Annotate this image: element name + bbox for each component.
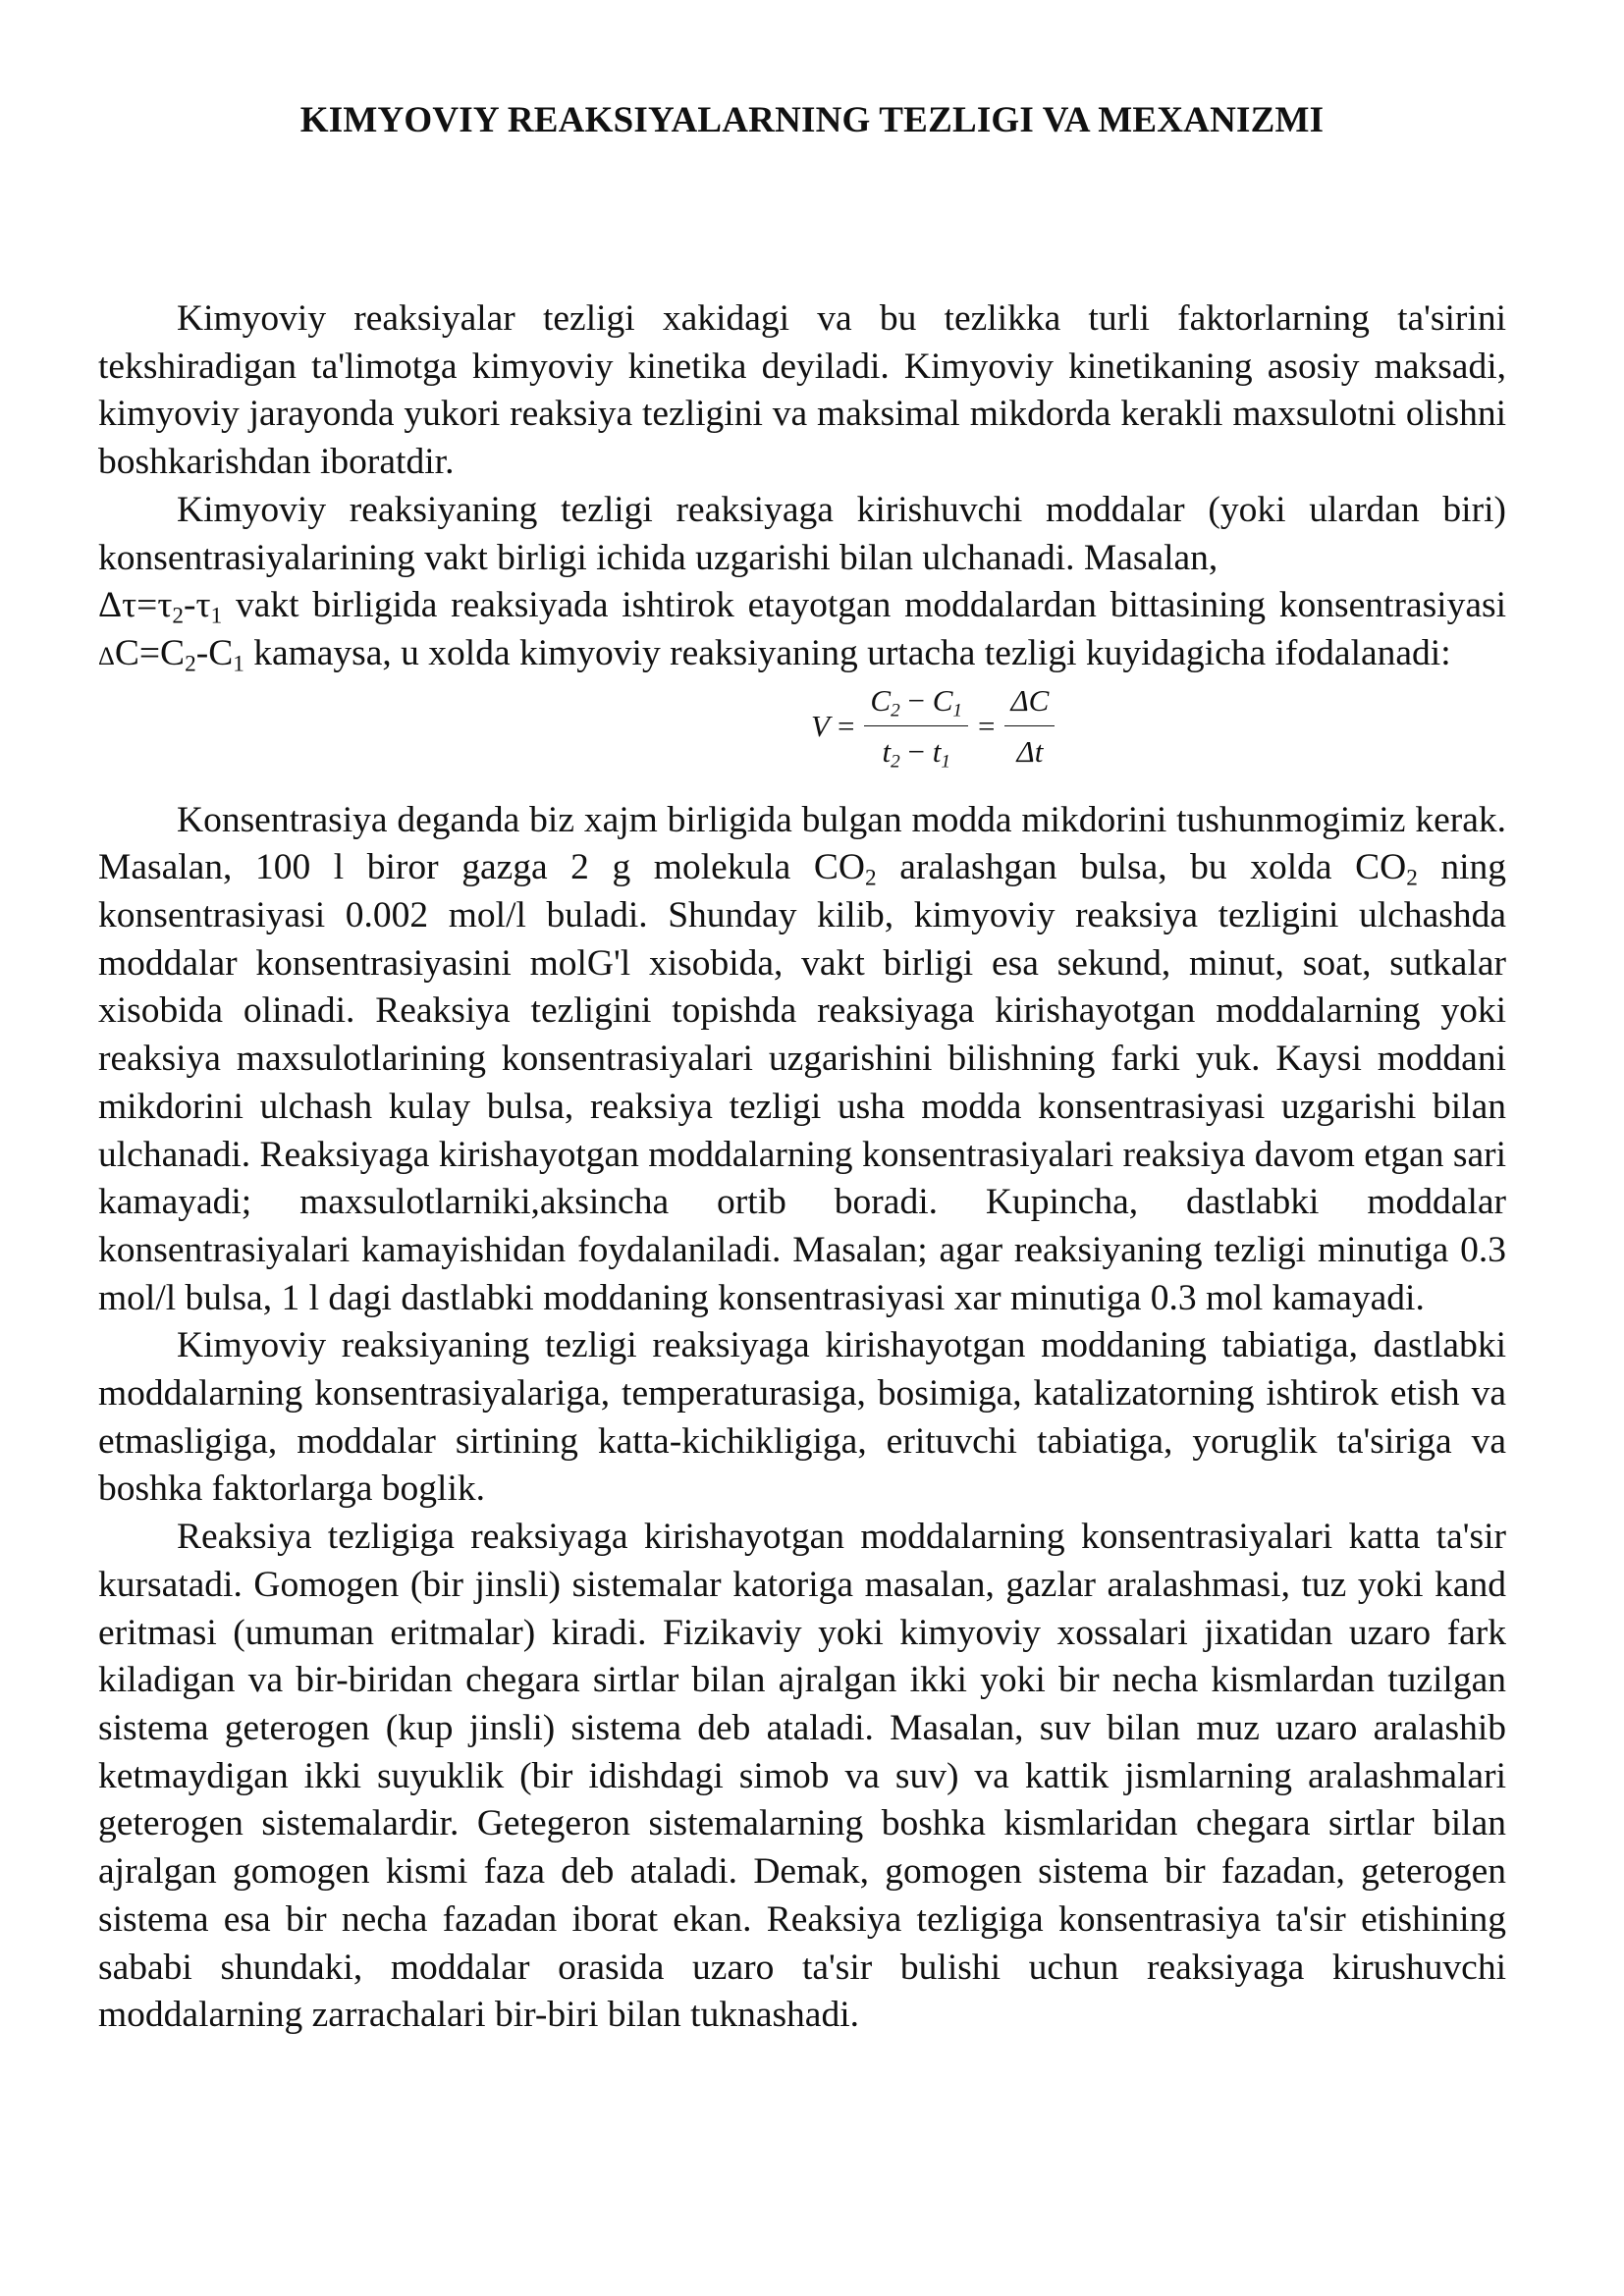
formula-denominator: Δt bbox=[1016, 733, 1044, 769]
formula-equals: = bbox=[978, 708, 996, 743]
formula-numerator: ΔC bbox=[1004, 683, 1055, 726]
document-title: KIMYOVIY REAKSIYALARNING TEZLIGI VA MEXANIZMI bbox=[299, 100, 1325, 140]
paragraph-text: ning konsentrasiyasi 0.002 mol/l buladi. Shunday kilib, kimyoviy reaksiya tezligini ulchashda moddalar konsentrasiyasini molG'l xisobida, vakt birligi esa sekund, minut, soat, sutkalar xisobida olinadi. Reaksiya tezligini topishda reaksiyaga kirishayotgan moddalarning yoki reaksiya maxsulotlarining konsentrasiyalari uzgarishini bilishning farki yuk. Kaysi moddani mikdorini ulchash kulay bulsa, reaksiya tezligi usha modda konsentrasiyasi uzgarishi bilan ulchanadi. Reaksiyaga kirishayotgan moddalarning konsentrasiyalari reaksiya davom etgan sari kamayadi; maxsulotlarniki,aksincha ortib boradi. Kupincha, dastlabki moddalar konsentrasiyalari kamayishidan foydalaniladi. Masalan; agar reaksiyaning tezligi minutiga 0.3 mol/l bulsa, 1 l dagi dastlabki moddaning konsentrasiyasi xar minutiga 0.3 mol kamayadi. bbox=[98, 847, 1507, 1318]
formula-fraction-concentration bbox=[864, 683, 968, 770]
delta-c-expression: $\Delta C=C_2-C_1$ bbox=[98, 632, 244, 677]
paragraph-concentration bbox=[98, 797, 1506, 1323]
paragraph-text: Kimyoviy reaksiyaning tezligi reaksiyaga kirishuvchi moddalar (yoki ulardan biri) konsentrasiyalarining vakt birligi ichida uzgarishi bilan ulchanadi. Masalan, bbox=[98, 489, 1506, 578]
paragraph-homogeneous-heterogeneous: Reaksiya tezligiga reaksiyaga kirishayotgan moddalarning konsentrasiyalari katta ta'sir kursatadi. Gomogen (bir jinsli) sistemalar katoriga masalan, gazlar aralashmasi, tuz yoki kand eritmasi (umuman eritmalar) kiradi. Fizikaviy yoki kimyoviy xossalari jixatidan uzaro fark kiladigan va bir-biridan chegara sirtlar bilan ajralgan ikki yoki bir necha kismlardan tuzilgan sistema geterogen (kup jinsli) sistema deb ataladi. Masalan, suv bilan muz uzaro aralashib ketmaydigan ikki suyuklik (bir idishdagi simob va suv) va kattik jismlarning aralashmalari geterogen sistemalardir. Getegeron sistemalarning boshka kismlaridan chegara sirtlar bilan ajralgan gomogen kismi faza deb ataladi. Demak, gomogen sistema bir fazadan, geterogen sistema esa bir necha fazadan iborat ekan. Reaksiya tezligiga konsentrasiya ta'sir etishining sababi shundaki, moddalar orasida uzaro ta'sir bulishi uchun reaksiyaga kirushuvchi moddalarning zarrachalari bir-biri bilan tuknashadi. bbox=[98, 1517, 1506, 2036]
formula-denominator: $t_2 - t_1$ bbox=[882, 733, 950, 772]
co2-formula: $CO_2$ bbox=[813, 847, 877, 891]
paragraph-reaction-rate bbox=[98, 487, 1506, 681]
rate-formula bbox=[98, 681, 1506, 797]
formula-numerator: $C_2 - C_1$ bbox=[864, 683, 968, 726]
formula-v: V bbox=[811, 708, 830, 743]
paragraph-text: kamaysa, u xolda kimyoviy reaksiyaning urtacha tezligi kuyidagicha ifodalanadi: bbox=[253, 632, 1451, 673]
paragraph-kinetics-definition: Kimyoviy reaksiyalar tezligi xakidagi va bu tezlikka turli faktorlarning ta'sirini tekshiradigan ta'limotga kimyoviy kinetika deyiladi. Kimyoviy kinetikaning asosiy maksadi, kimyoviy jarayonda yukori reaksiya tezligini va maksimal mikdorda kerakli maxsulotni olishni boshkarishdan iboratdir. bbox=[98, 298, 1506, 483]
formula-equals: = bbox=[837, 708, 855, 743]
paragraph-text: Konsentrasiya deganda biz xajm birligida bulgan modda mikdorini tushunmogimiz kerak. Masalan, 100 l biror gazga 2 g molekula bbox=[98, 799, 1506, 888]
paragraph-rate-factors: Kimyoviy reaksiyaning tezligi reaksiyaga kirishayotgan moddaning tabiatiga, dastlabki moddalarning konsentrasiyalariga, temperaturasiga, bosimiga, katalizatorning ishtirok etish va etmasligiga, moddalar sirtining katta-kichikligiga, erituvchi tabiatiga, yoruglik ta'siriga va boshka faktorlarga boglik. bbox=[98, 1325, 1506, 1510]
paragraph-text: vakt birligida reaksiyada ishtirok etayotgan moddalardan bittasining konsentrasiyasi bbox=[236, 585, 1507, 626]
delta-tau-expression: $\Delta\tau=\tau_2-\tau_1$ bbox=[98, 585, 223, 629]
paragraph-text: aralashgan bulsa, bu xolda bbox=[899, 847, 1332, 888]
document-body bbox=[98, 295, 1506, 2040]
formula-fraction-delta bbox=[1004, 683, 1055, 770]
co2-formula: $CO_2$ bbox=[1355, 847, 1418, 891]
